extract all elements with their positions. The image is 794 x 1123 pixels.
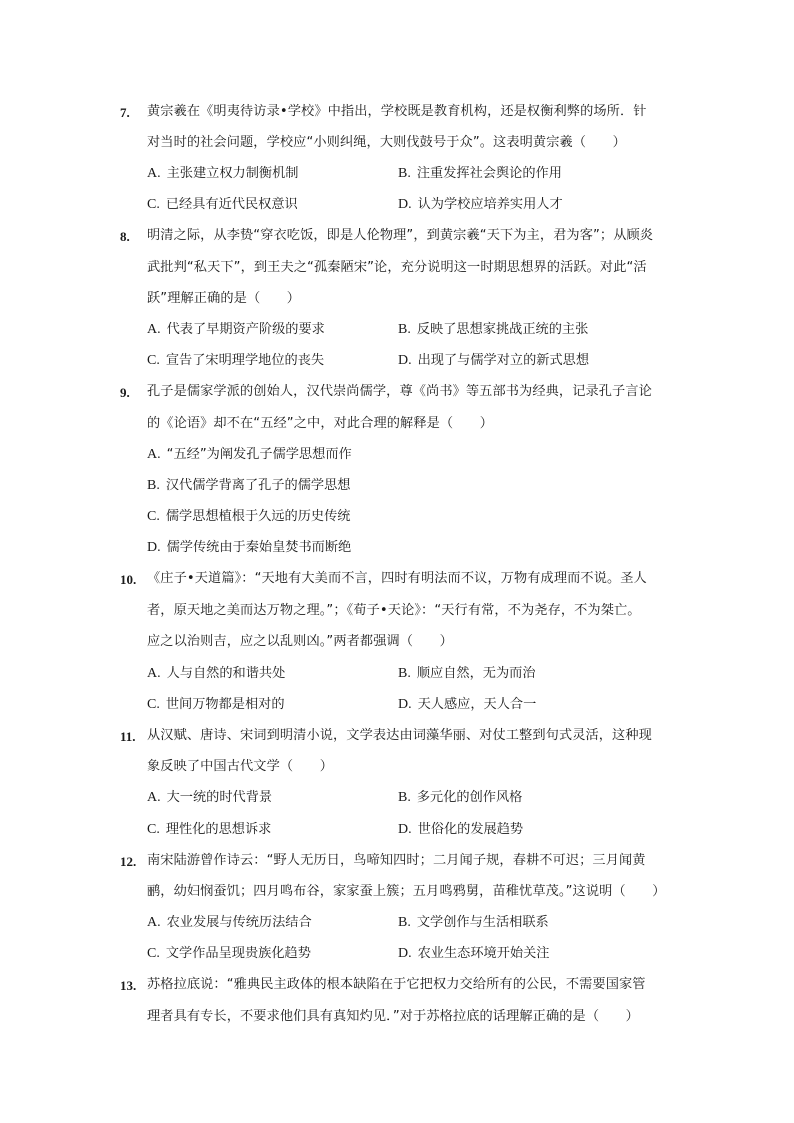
option-letter: A. bbox=[147, 322, 161, 337]
option-letter: B. bbox=[398, 166, 411, 181]
option-text: 文学作品呈现贵族化趋势 bbox=[165, 946, 311, 961]
option-d bbox=[398, 353, 589, 368]
option-letter: D. bbox=[398, 946, 412, 961]
option-a bbox=[147, 915, 312, 930]
option-text: 顺应自然，无为而治 bbox=[416, 666, 536, 681]
question-text-line: 苏格拉底说：“雅典民主政体的根本缺陷在于它把权力交给所有的公民，不需要国家管 bbox=[147, 977, 646, 992]
option-text: 世俗化的发展趋势 bbox=[417, 822, 524, 837]
question-text-line: 武批判“私天下”，到王夫之“孤秦陋宋”论，充分说明这一时期思想界的活跃。对此“活 bbox=[147, 260, 647, 275]
option-b bbox=[398, 666, 536, 681]
question-text-line: 跃”理解正确的是（ ） bbox=[147, 291, 301, 306]
question-text-line: 应之以治则吉，应之以乱则凶。”两者都强调（ ） bbox=[147, 634, 453, 649]
option-b bbox=[398, 166, 562, 181]
option-letter: B. bbox=[398, 915, 411, 930]
option-text: 农业生态环境开始关注 bbox=[417, 946, 550, 961]
option-text: 儒学传统由于秦始皇焚书而断绝 bbox=[166, 540, 352, 555]
option-letter: A. bbox=[147, 915, 161, 930]
option-letter: A. bbox=[147, 790, 161, 805]
option-c bbox=[147, 946, 311, 961]
option-text: 天人感应，天人合一 bbox=[417, 697, 537, 712]
option-d bbox=[147, 540, 351, 555]
option-letter: A. bbox=[147, 666, 161, 681]
option-a bbox=[147, 447, 352, 462]
option-letter: C. bbox=[147, 197, 160, 212]
option-text: 汉代儒学背离了孔子的儒学思想 bbox=[165, 478, 351, 493]
option-d bbox=[398, 822, 523, 837]
option-letter: C. bbox=[147, 353, 160, 368]
option-letter: D. bbox=[398, 822, 412, 837]
question-number: 11. bbox=[120, 729, 136, 744]
option-d bbox=[398, 946, 550, 961]
question-text-line: 明清之际，从李贽“穿衣吃饭，即是人伦物理”，到黄宗羲“天下为主，君为客”；从顾炎 bbox=[147, 228, 654, 243]
option-letter: B. bbox=[398, 790, 411, 805]
question-text-line: 理者具有专长，不要求他们具有真知灼见．”对于苏格拉底的话理解正确的是（ ） bbox=[147, 1009, 639, 1024]
option-b bbox=[398, 322, 588, 337]
option-letter: C. bbox=[147, 509, 160, 524]
question-text-line: 鹂，幼妇悯蚕饥；四月鸣布谷，家家蚕上簇；五月鸣鸦舅，苗稚忧草茂。”这说明（ ） bbox=[147, 884, 666, 899]
option-letter: D. bbox=[398, 697, 412, 712]
question-text-line: 《庄子•天道篇》：“天地有大美而不言，四时有明法而不议，万物有成理而不说。圣人 bbox=[147, 571, 647, 586]
question-text-line: 的《论语》却不在“五经”之中，对此合理的解释是（ ） bbox=[147, 416, 494, 431]
question-text-line: 南宋陆游曾作诗云：“野人无历日，鸟啼知四时；二月闻子规，春耕不可迟；三月闻黄 bbox=[147, 853, 646, 868]
option-letter: A. bbox=[147, 166, 161, 181]
option-text: 大一统的时代背景 bbox=[166, 790, 273, 805]
option-letter: D. bbox=[398, 197, 412, 212]
question-number: 9. bbox=[120, 385, 130, 400]
option-c bbox=[147, 509, 350, 524]
question-number: 12. bbox=[120, 854, 137, 869]
question-text-line: 象反映了中国古代文学（ ） bbox=[147, 759, 334, 774]
option-text: 代表了早期资产阶级的要求 bbox=[166, 322, 325, 337]
question-number: 8. bbox=[120, 229, 130, 244]
option-text: 儒学思想植根于久远的历史传统 bbox=[165, 509, 351, 524]
option-text: 农业发展与传统历法结合 bbox=[166, 915, 312, 930]
option-letter: B. bbox=[398, 322, 411, 337]
option-text: “五经”为阐发孔子儒学思想而作 bbox=[166, 447, 352, 462]
option-a bbox=[147, 166, 299, 181]
option-text: 文学创作与生活相联系 bbox=[416, 915, 549, 930]
option-letter: B. bbox=[147, 478, 160, 493]
option-b bbox=[398, 915, 549, 930]
option-b bbox=[398, 790, 522, 805]
question-text-line: 从汉赋、唐诗、宋词到明清小说，文学表达由词藻华丽、对仗工整到句式灵活，这种现 bbox=[147, 728, 652, 743]
question-number: 7. bbox=[120, 105, 130, 120]
option-d bbox=[398, 197, 563, 212]
option-text: 人与自然的和谐共处 bbox=[166, 666, 286, 681]
question-text-line: 对当时的社会问题，学校应“小则纠绳，大则伐鼓号于众”。这表明黄宗羲（ ） bbox=[147, 135, 626, 150]
option-letter: D. bbox=[147, 540, 161, 555]
option-text: 出现了与儒学对立的新式思想 bbox=[417, 353, 590, 368]
option-a bbox=[147, 790, 272, 805]
option-c bbox=[147, 353, 324, 368]
option-letter: C. bbox=[147, 946, 160, 961]
option-text: 主张建立权力制衡机制 bbox=[166, 166, 299, 181]
option-text: 认为学校应培养实用人才 bbox=[417, 197, 563, 212]
question-text-line: 者，原天地之美而达万物之理。”；《荀子•天论》：“天行有常，不为尧存，不为桀亡。 bbox=[147, 603, 641, 618]
option-b bbox=[147, 478, 350, 493]
option-text: 多元化的创作风格 bbox=[416, 790, 523, 805]
option-text: 理性化的思想诉求 bbox=[165, 822, 272, 837]
option-letter: C. bbox=[147, 697, 160, 712]
question-text-line: 孔子是儒家学派的创始人，汉代崇尚儒学，尊《尚书》等五部书为经典，记录孔子言论 bbox=[147, 384, 652, 399]
option-c bbox=[147, 697, 285, 712]
option-text: 注重发挥社会舆论的作用 bbox=[416, 166, 562, 181]
option-text: 已经具有近代民权意识 bbox=[165, 197, 298, 212]
question-text-line: 黄宗羲在《明夷待访录•学校》中指出，学校既是教育机构，还是权衡利弊的场所．针 bbox=[147, 104, 647, 119]
option-a bbox=[147, 666, 285, 681]
option-letter: C. bbox=[147, 822, 160, 837]
question-number: 13. bbox=[120, 978, 137, 993]
option-letter: A. bbox=[147, 447, 161, 462]
option-a bbox=[147, 322, 325, 337]
option-letter: B. bbox=[398, 666, 411, 681]
option-c bbox=[147, 197, 298, 212]
option-c bbox=[147, 822, 271, 837]
option-letter: D. bbox=[398, 353, 412, 368]
question-number: 10. bbox=[120, 572, 137, 587]
option-d bbox=[398, 697, 536, 712]
option-text: 宣告了宋明理学地位的丧失 bbox=[165, 353, 325, 368]
option-text: 反映了思想家挑战正统的主张 bbox=[416, 322, 589, 337]
option-text: 世间万物都是相对的 bbox=[165, 697, 285, 712]
